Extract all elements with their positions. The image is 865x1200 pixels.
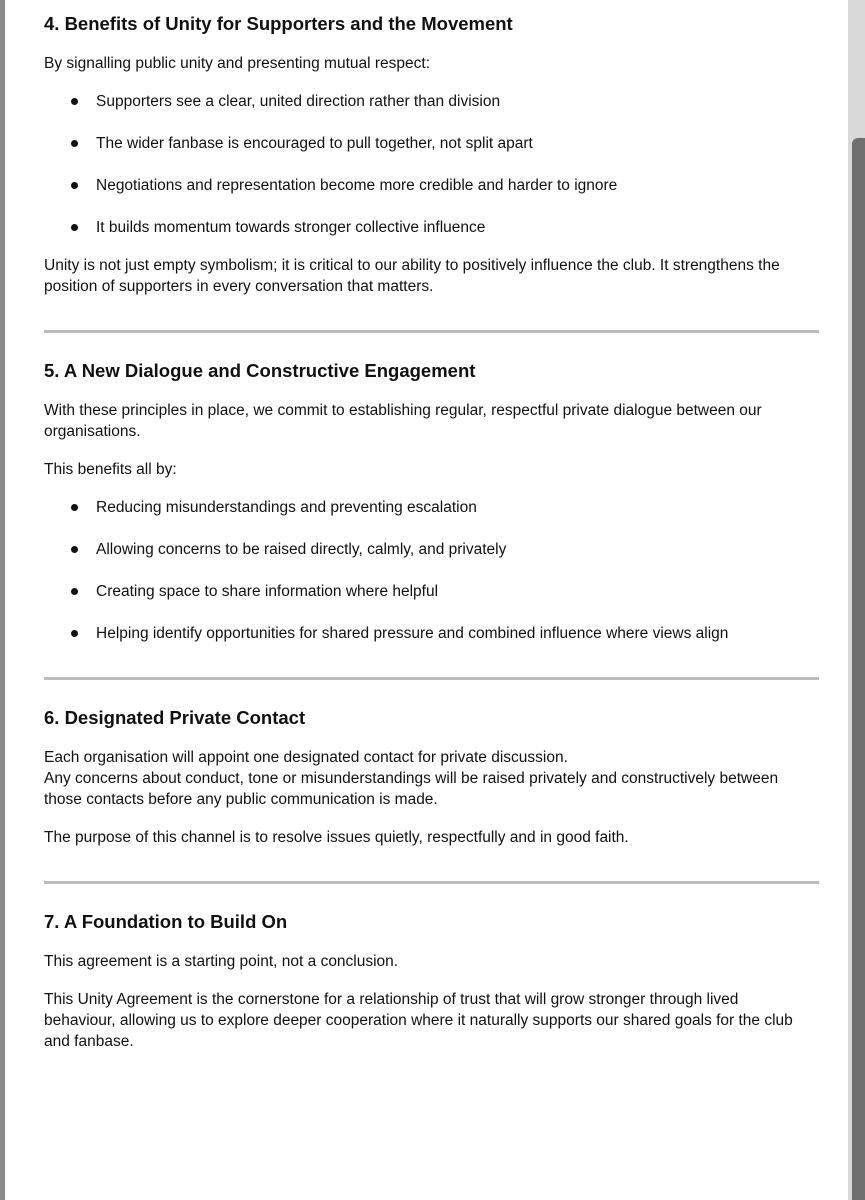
bullet-icon (71, 140, 78, 147)
section-6-line-2: Any concerns about conduct, tone or misunderstandings will be raised privately and constructively between (44, 770, 779, 787)
section-4-bullet-list (44, 91, 819, 238)
list-item-text: Negotiations and representation become more credible and harder to ignore (96, 177, 618, 194)
list-item-text: Reducing misunderstandings and preventing escalation (96, 499, 477, 516)
section-5-heading: 5. A New Dialogue and Constructive Engagement (44, 360, 476, 381)
section-6-purpose: The purpose of this channel is to resolve issues quietly, respectfully and in good faith. (44, 829, 629, 846)
bullet-icon (71, 630, 78, 637)
list-item-text: It builds momentum towards stronger collective influence (96, 219, 486, 236)
list-item (44, 497, 819, 518)
list-item (44, 539, 819, 560)
section-4-heading: 4. Benefits of Unity for Supporters and the Movement (44, 13, 513, 34)
list-item-text: Helping identify opportunities for shared pressure and combined influence where views align (96, 625, 729, 642)
bullet-icon (71, 504, 78, 511)
section-7-intro: This agreement is a starting point, not a conclusion. (44, 953, 399, 970)
section-6-line-3: those contacts before any public communication is made. (44, 791, 438, 808)
section-5-intro-line-2: organisations. (44, 423, 141, 440)
section-7-body-line-3: and fanbase. (44, 1033, 134, 1050)
section-6-heading: 6. Designated Private Contact (44, 707, 306, 728)
list-item-text: Allowing concerns to be raised directly, calmly, and privately (96, 541, 507, 558)
bullet-icon (71, 224, 78, 231)
section-7-body-line-2: behaviour, allowing us to explore deeper cooperation where it naturally supports our shared goals for the club (44, 1012, 793, 1029)
section-4-closing-line-2: position of supporters in every conversation that matters. (44, 278, 434, 295)
section-5-lead: This benefits all by: (44, 461, 177, 478)
section-divider (44, 881, 819, 884)
document-content (44, 0, 819, 1052)
section-7-body-line-1: This Unity Agreement is the cornerstone for a relationship of trust that will grow stronger through lived (44, 991, 739, 1008)
section-divider (44, 677, 819, 680)
section-divider (44, 330, 819, 333)
bullet-icon (71, 182, 78, 189)
list-item (44, 581, 819, 602)
list-item (44, 91, 819, 112)
section-7-heading: 7. A Foundation to Build On (44, 911, 288, 932)
list-item-text: The wider fanbase is encouraged to pull together, not split apart (96, 135, 533, 152)
bullet-icon (71, 98, 78, 105)
list-item-text: Creating space to share information where helpful (96, 583, 439, 600)
list-item (44, 133, 819, 154)
section-6-line-1: Each organisation will appoint one designated contact for private discussion. (44, 749, 568, 766)
bullet-icon (71, 588, 78, 595)
list-item (44, 623, 819, 644)
list-item (44, 175, 819, 196)
document-page (5, 0, 848, 1200)
list-item (44, 217, 819, 238)
section-5-intro-line-1: With these principles in place, we commit to establishing regular, respectful private dialogue between our (44, 402, 762, 419)
section-4-closing-line-1: Unity is not just empty symbolism; it is critical to our ability to positively influence the club. It strengthens the (44, 257, 780, 274)
scrollbar-thumb[interactable] (852, 138, 865, 1200)
section-5-bullet-list (44, 497, 819, 644)
section-4-intro: By signalling public unity and presenting mutual respect: (44, 55, 431, 72)
bullet-icon (71, 546, 78, 553)
list-item-text: Supporters see a clear, united direction rather than division (96, 93, 501, 110)
